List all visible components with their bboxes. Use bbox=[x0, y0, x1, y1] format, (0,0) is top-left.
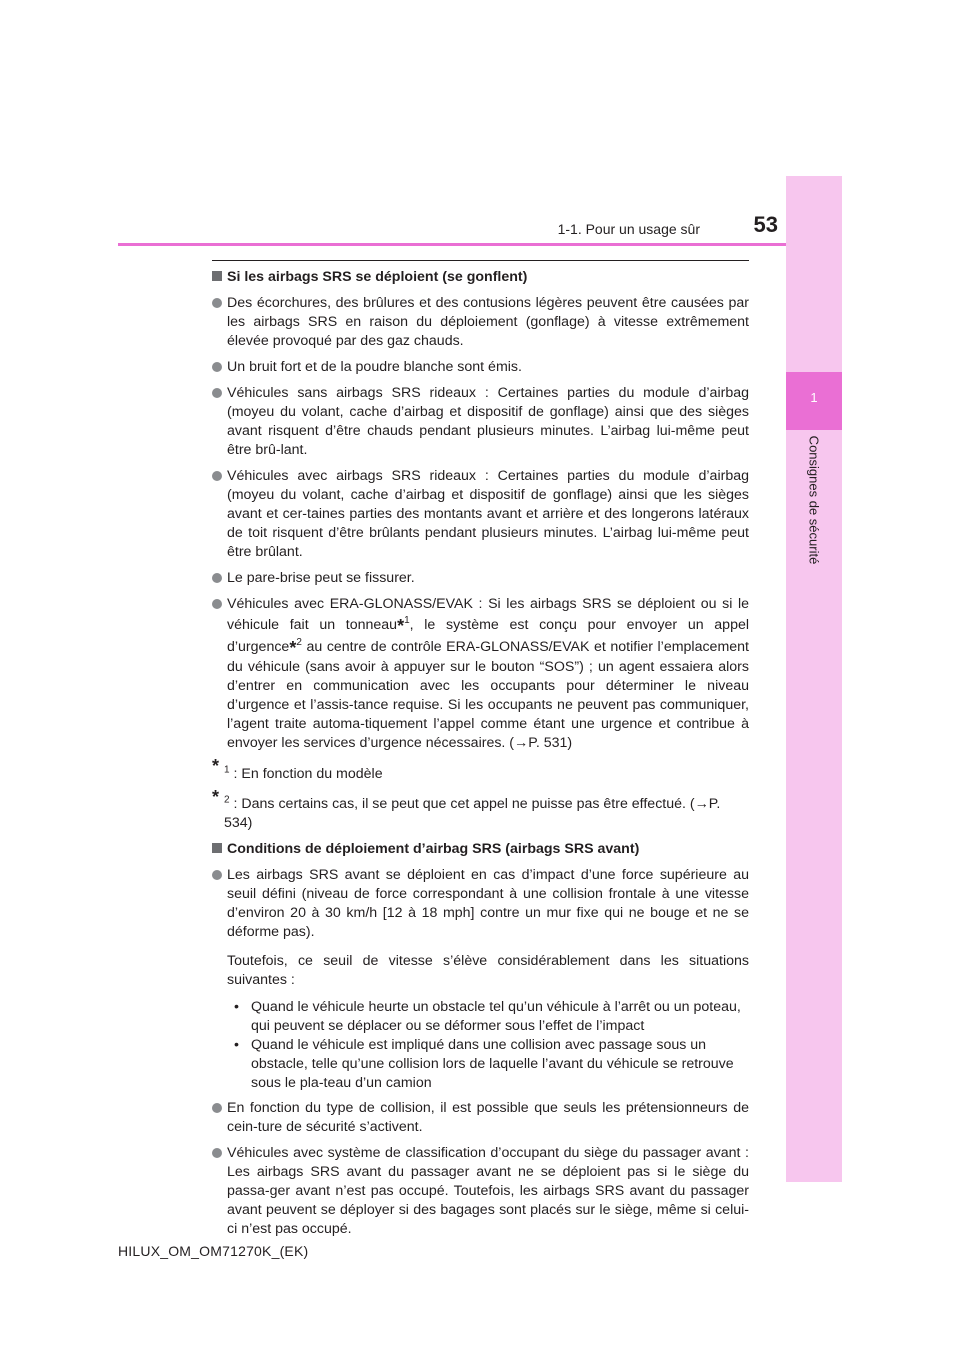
sub-list bbox=[212, 998, 749, 1093]
chapter-number: 1 bbox=[810, 390, 818, 405]
header-rule bbox=[118, 243, 786, 246]
section-heading bbox=[212, 268, 749, 287]
sub-list-item bbox=[227, 1036, 749, 1093]
circle-bullet-icon bbox=[212, 471, 222, 481]
list-item bbox=[212, 384, 749, 460]
list-item-text: Le pare-brise peut se fissurer. bbox=[227, 570, 415, 586]
footnote-star: * bbox=[289, 638, 297, 658]
circle-bullet-icon bbox=[212, 599, 222, 609]
sub-list-item bbox=[227, 998, 749, 1036]
list-item bbox=[212, 294, 749, 351]
square-bullet-icon bbox=[212, 843, 222, 853]
page-content bbox=[212, 264, 749, 1246]
page-number: 53 bbox=[753, 212, 778, 237]
footnote-text: : Dans certains cas, il se peut que cet appel ne puisse pas être effectué. (→P. 534) bbox=[224, 796, 721, 832]
list-item bbox=[212, 595, 749, 753]
list-item-text: En fonction du type de collision, il est possible que seuls les prétensionneurs de cein-ture de sécurité s’activent. bbox=[227, 1100, 749, 1136]
square-bullet-icon bbox=[212, 271, 222, 281]
sub-list-text: Quand le véhicule est impliqué dans une collision avec passage sous un obstacle, telle qu’une collision lors de laquelle l’avant du véhicule se retrouve sous le pla-teau d’un camion bbox=[251, 1037, 734, 1092]
header-section: 1-1. Pour un usage sûr bbox=[557, 221, 700, 237]
heading-text: Conditions de déploiement d’airbag SRS (airbags SRS avant) bbox=[227, 841, 640, 858]
list-item bbox=[212, 467, 749, 562]
circle-bullet-icon bbox=[212, 573, 222, 583]
footnote-star: * bbox=[212, 756, 220, 776]
list-item-text: Véhicules avec airbags SRS rideaux : Certaines parties du module d’airbag (moyeu du volant, cache d’airbag et dispositif de gonflage) ainsi que les sièges avant et cer-taines parties des montants avant et arrière et des longerons latéraux de toit risquent d’être brûlants pendant plusieurs minutes. L’airbag lui-même peut être brûlant. bbox=[227, 468, 749, 560]
footnote-star: * bbox=[397, 616, 405, 636]
chapter-label: Consignes de sécurité bbox=[806, 435, 822, 565]
circle-bullet-icon bbox=[212, 870, 222, 880]
footnote-star: * bbox=[212, 786, 220, 807]
list-item bbox=[212, 1144, 749, 1239]
list-item bbox=[212, 1099, 749, 1137]
footnote-number: 1 bbox=[224, 764, 230, 775]
glonass-text-1: Véhicules avec ERA-GLONASS/EVAK : Si les airbags SRS se déploient ou si le véhicule fait un tonneau bbox=[227, 596, 749, 633]
footnote-text: : En fonction du modèle bbox=[233, 765, 383, 782]
list-item-text: Véhicules avec système de classification d’occupant du siège du passager avant : Les airbags SRS avant du passager avant ne se déploient pas si le siège du passa-ger avant n’est pas occupé. Toutefois, les airbags SRS avant du passager avant peuvent se déployer si des bagages sont placés sur le siège, même si celui-ci n’est pas occupé. bbox=[227, 1145, 749, 1238]
section-heading bbox=[212, 840, 749, 859]
list-item-text: Les airbags SRS avant se déploient en cas d’impact d’une force supérieure au seuil défini (niveau de force correspondant à une collision frontale à une vitesse d’environ 20 à 30 km/h [12 à 18 mph] contre un mur fixe qui ne bouge et ne se déforme pas). bbox=[227, 867, 749, 941]
content-rule bbox=[212, 260, 749, 261]
side-band bbox=[786, 176, 842, 1182]
footnote-number: 2 bbox=[224, 794, 230, 806]
glonass-text-2: , le système est conçu pour envoyer un appel d’urgence bbox=[227, 617, 749, 655]
list-item bbox=[212, 569, 749, 588]
circle-bullet-icon bbox=[212, 1103, 222, 1113]
list-item-text: Un bruit fort et de la poudre blanche sont émis. bbox=[227, 359, 522, 375]
list-item-text: Véhicules sans airbags SRS rideaux : Certaines parties du module d’airbag (moyeu du volant, cache d’airbag et dispositif de gonflage) ainsi que des sièges avant risquent d’être chauds pendant plusieurs minutes. L’airbag lui-même peut être brû-lant. bbox=[227, 385, 749, 458]
sub-list-text: Quand le véhicule heurte un obstacle tel qu’un véhicule à l’arrêt ou un poteau, qui peuvent se déplacer ou se déformer sous l’effet de l’impact bbox=[251, 999, 741, 1035]
document-code: HILUX_OM_OM71270K_(EK) bbox=[118, 1243, 309, 1259]
circle-bullet-icon bbox=[212, 1148, 222, 1158]
paragraph: Toutefois, ce seuil de vitesse s’élève considérablement dans les situations suivantes : bbox=[227, 953, 749, 989]
footnote bbox=[212, 786, 749, 834]
list-item bbox=[212, 358, 749, 377]
sub-bullet: • bbox=[234, 999, 239, 1016]
footnote bbox=[212, 756, 749, 784]
list-item-text: Des écorchures, des brûlures et des contusions légères peuvent être causées par les airbags SRS en raison du déploiement (gonflage) à vitesse extrêmement élevée provoqué par des gaz chauds. bbox=[227, 295, 749, 349]
list-item bbox=[212, 866, 749, 942]
heading-text: Si les airbags SRS se déploient (se gonflent) bbox=[227, 269, 528, 285]
circle-bullet-icon bbox=[212, 388, 222, 398]
glonass-text-3: au centre de contrôle ERA-GLONASS/EVAK et notifier l’emplacement du véhicule (sans avoir à appuyer sur le bouton “SOS”) ; un agent essaiera alors d’entrer en communication avec les occupants pour déterminer le niveau d’urgence et l’assis-tance requise. Si les occupants ne peuvent pas communiquer, l’agent traite automa-tiquement l’appel comme étant une urgence et contribue à envoyer les services d’urgence nécessaires. (→P. 531) bbox=[227, 639, 749, 751]
circle-bullet-icon bbox=[212, 298, 222, 308]
footnote-ref: 1 bbox=[404, 615, 410, 626]
circle-bullet-icon bbox=[212, 362, 222, 372]
sub-bullet: • bbox=[234, 1037, 239, 1054]
footnote-ref: 2 bbox=[296, 637, 302, 648]
